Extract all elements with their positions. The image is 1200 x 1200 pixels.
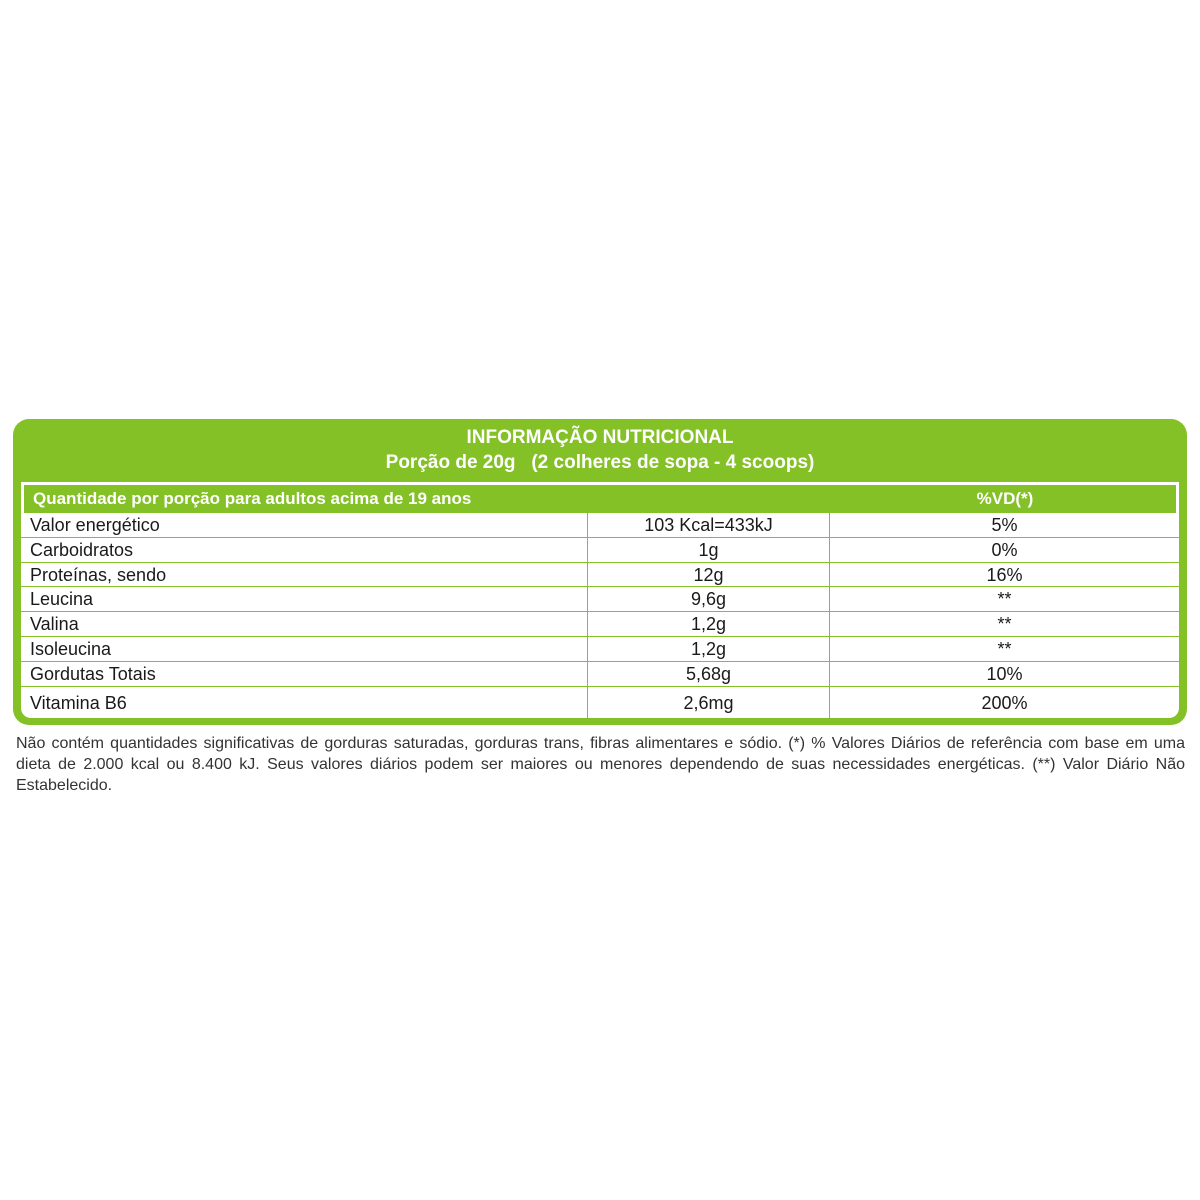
table-header-quantity: Quantidade por porção para adultos acima de 19 anos [33, 489, 472, 508]
table-row [21, 637, 1179, 662]
nutrient-amount: 2,6mg [587, 687, 829, 718]
nutrient-dv: 16% [829, 563, 1179, 587]
table-row [21, 612, 1179, 637]
nutrient-dv: ** [829, 587, 1179, 611]
nutrient-dv: ** [829, 612, 1179, 636]
nutrient-amount: 9,6g [587, 587, 829, 611]
nutrient-name: Leucina [30, 589, 94, 610]
nutrient-amount: 1g [587, 538, 829, 562]
table-header-row [24, 485, 1176, 513]
table-header-dv: %VD(*) [976, 489, 1034, 508]
table-row [21, 513, 1179, 538]
nutrient-name: Proteínas, sendo [30, 564, 167, 585]
nutrition-table [21, 482, 1179, 718]
table-body [21, 513, 1179, 718]
panel-header [13, 425, 1187, 475]
table-row [21, 563, 1179, 588]
footnote: Não contém quantidades significativas de gorduras saturadas, gorduras trans, fibras alimentares e sódio. (*) % Valores Diários de referência com base em uma dieta de 2.000 kcal ou 8.400 kJ. Seus valores diários podem ser maiores ou menores dependendo de suas necessidades energéticas. (**) Valor Diário Não Estabelecido. [16, 735, 1185, 794]
table-row [21, 587, 1179, 612]
nutrient-name: Valor energético [30, 515, 160, 535]
nutrient-amount: 5,68g [587, 662, 829, 686]
table-row [21, 687, 1179, 718]
nutrient-amount: 103 Kcal=433kJ [587, 513, 829, 537]
nutrient-dv: 0% [829, 538, 1179, 562]
serving-size: Porção de 20g (2 colheres de sopa - 4 scoops) [385, 452, 815, 473]
nutrient-name: Carboidratos [30, 539, 134, 560]
nutrient-name: Gordutas Totais [30, 663, 156, 684]
nutrient-amount: 12g [587, 563, 829, 587]
panel-title: INFORMAÇÃO NUTRICIONAL [466, 427, 734, 448]
nutrient-amount: 1,2g [587, 612, 829, 636]
table-row [21, 662, 1179, 687]
nutrient-dv: 200% [829, 687, 1179, 718]
nutrient-dv: 10% [829, 662, 1179, 686]
nutrient-name: Vitamina B6 [30, 692, 127, 713]
nutrient-name: Valina [30, 614, 79, 635]
table-row [21, 538, 1179, 563]
nutrition-panel [13, 419, 1187, 725]
nutrient-amount: 1,2g [587, 637, 829, 661]
nutrient-name: Isoleucina [30, 638, 112, 659]
nutrient-dv: ** [829, 637, 1179, 661]
nutrient-dv: 5% [829, 513, 1179, 537]
